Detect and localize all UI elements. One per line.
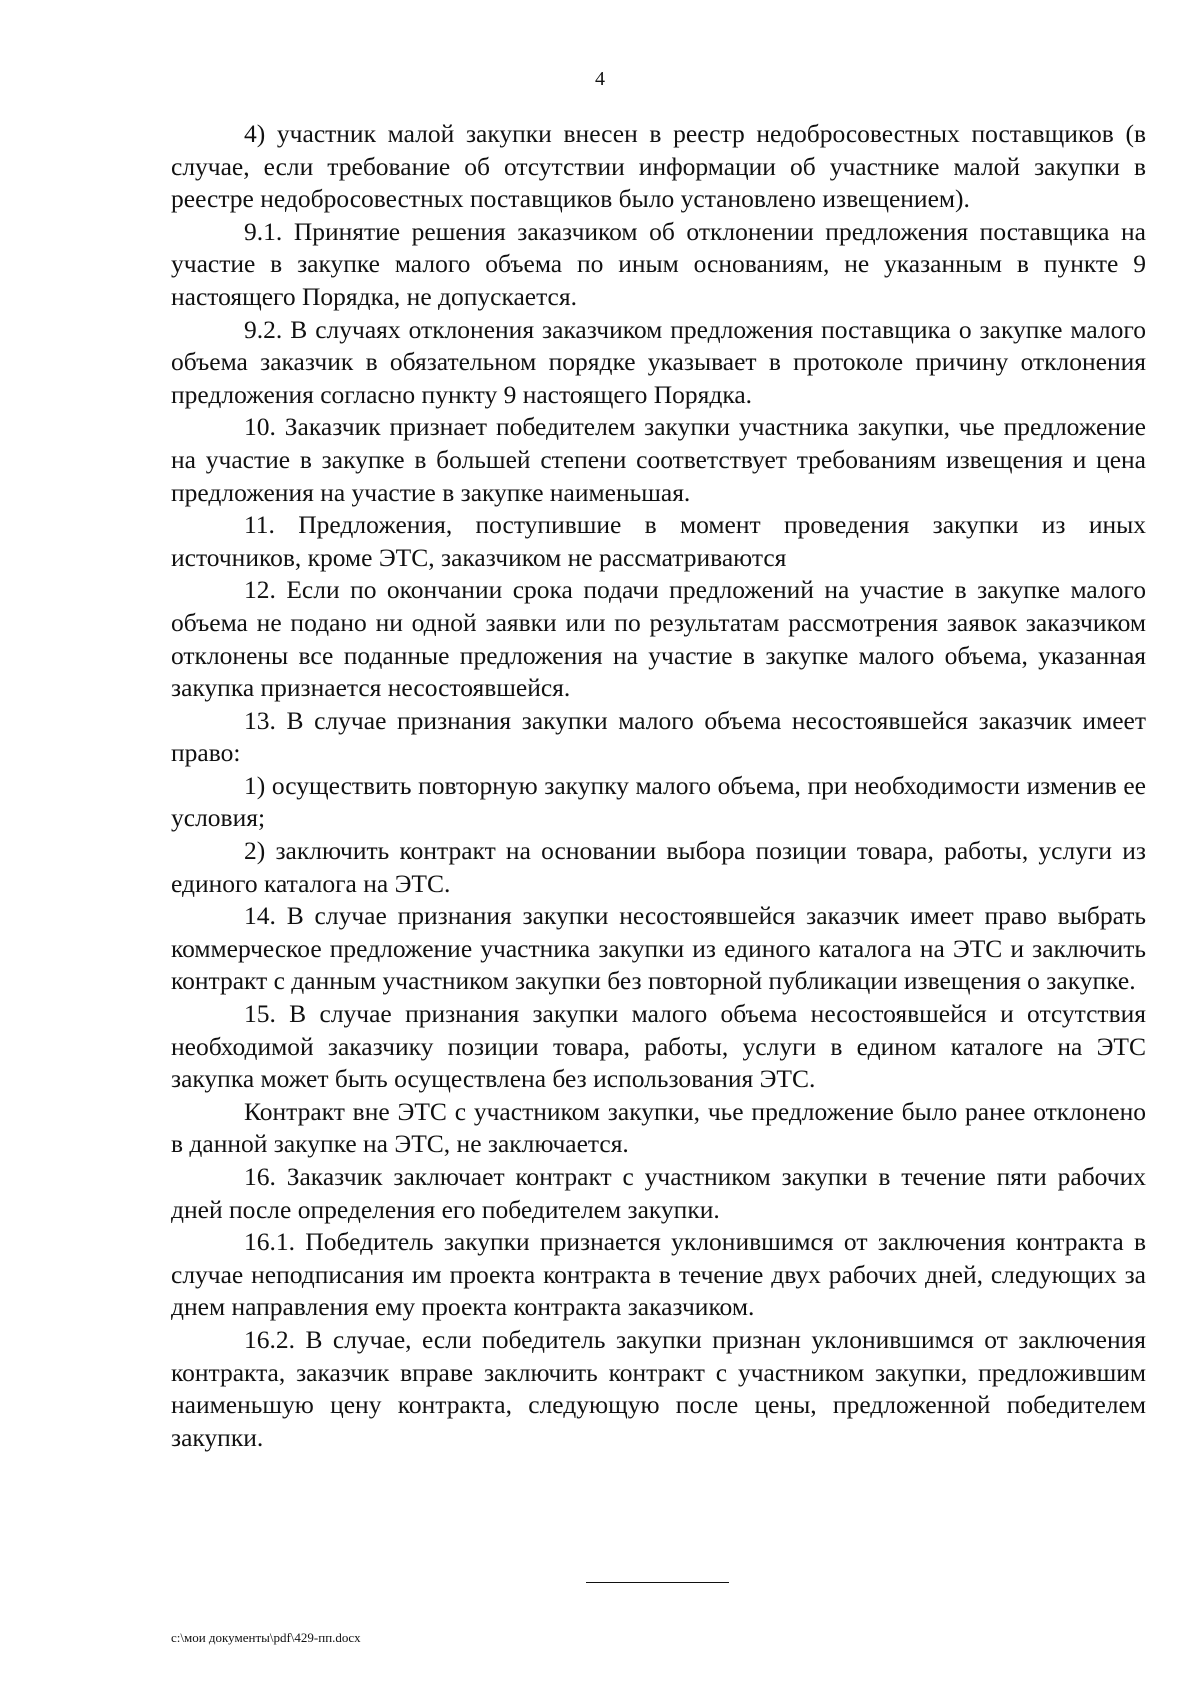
paragraph-12: 12. Если по окончании срока подачи предложений на участие в закупке малого объема не подано ни одной заявки или по результатам рассмотрения заявок заказчиком отклонены все поданные предложения на участие в закупке малого объема, указанная закупка признается несостоявшейся. xyxy=(171,575,1146,703)
paragraph-10: 10. Заказчик признает победителем закупки участника закупки, чье предложение на участие в закупке в большей степени соответствует требованиям извещения и цена предложения на участие в закупке наименьшая. xyxy=(171,412,1146,507)
paragraph-item-4: 4) участник малой закупки внесен в реестр недобросовестных поставщиков (в случае, если требование об отсутствии информации об участнике малой закупки в реестре недобросовестных поставщиков было установлено извещением). xyxy=(171,119,1146,214)
footer-file-path: c:\мои документы\pdf\429-пп.docx xyxy=(171,1630,361,1645)
document-body xyxy=(171,118,1146,1454)
paragraph-11: 11. Предложения, поступившие в момент проведения закупки из иных источников, кроме ЭТС, заказчиком не рассматриваются xyxy=(171,510,1146,572)
paragraph-9-2: 9.2. В случаях отклонения заказчиком предложения поставщика о закупке малого объема заказчик в обязательном порядке указывает в протоколе причину отклонения предложения согласно пункту 9 настоящего Порядка. xyxy=(171,314,1146,409)
page-number: 4 xyxy=(595,68,605,90)
paragraph-16: 16. Заказчик заключает контракт с участником закупки в течение пяти рабочих дней после определения его победителем закупки. xyxy=(171,1162,1146,1224)
paragraph-15: 15. В случае признания закупки малого объема несостоявшейся и отсутствия необходимой заказчику позиции товара, работы, услуги в едином каталоге на ЭТС закупка может быть осуществлена без использования ЭТС. xyxy=(171,999,1146,1094)
paragraph-16-2: 16.2. В случае, если победитель закупки признан уклонившимся от заключения контракта, заказчик вправе заключить контракт с участником закупки, предложившим наименьшую цену контракта, следующую после цены, предложенной победителем закупки. xyxy=(171,1324,1146,1452)
paragraph-14: 14. В случае признания закупки несостоявшейся заказчик имеет право выбрать коммерческое предложение участника закупки из единого каталога на ЭТС и заключить контракт с данным участником закупки без повторной публикации извещения о закупке. xyxy=(171,901,1146,996)
end-divider xyxy=(586,1582,729,1583)
paragraph-15-note: Контракт вне ЭТС с участником закупки, чье предложение было ранее отклонено в данной закупке на ЭТС, не заключается. xyxy=(171,1096,1146,1159)
paragraph-13-item-2: 2) заключить контракт на основании выбора позиции товара, работы, услуги из единого каталога на ЭТС. xyxy=(171,836,1146,898)
paragraph-13: 13. В случае признания закупки малого объема несостоявшейся заказчик имеет право: xyxy=(171,705,1146,768)
paragraph-13-item-1: 1) осуществить повторную закупку малого объема, при необходимости изменив ее условия; xyxy=(171,770,1146,833)
paragraph-16-1: 16.1. Победитель закупки признается уклонившимся от заключения контракта в случае неподписания им проекта контракта в течение двух рабочих дней, следующих за днем направления ему проекта контракта заказчиком. xyxy=(171,1227,1146,1322)
paragraph-9-1: 9.1. Принятие решения заказчиком об отклонении предложения поставщика на участие в закупке малого объема по иным основаниям, не указанным в пункте 9 настоящего Порядка, не допускается. xyxy=(171,216,1146,311)
